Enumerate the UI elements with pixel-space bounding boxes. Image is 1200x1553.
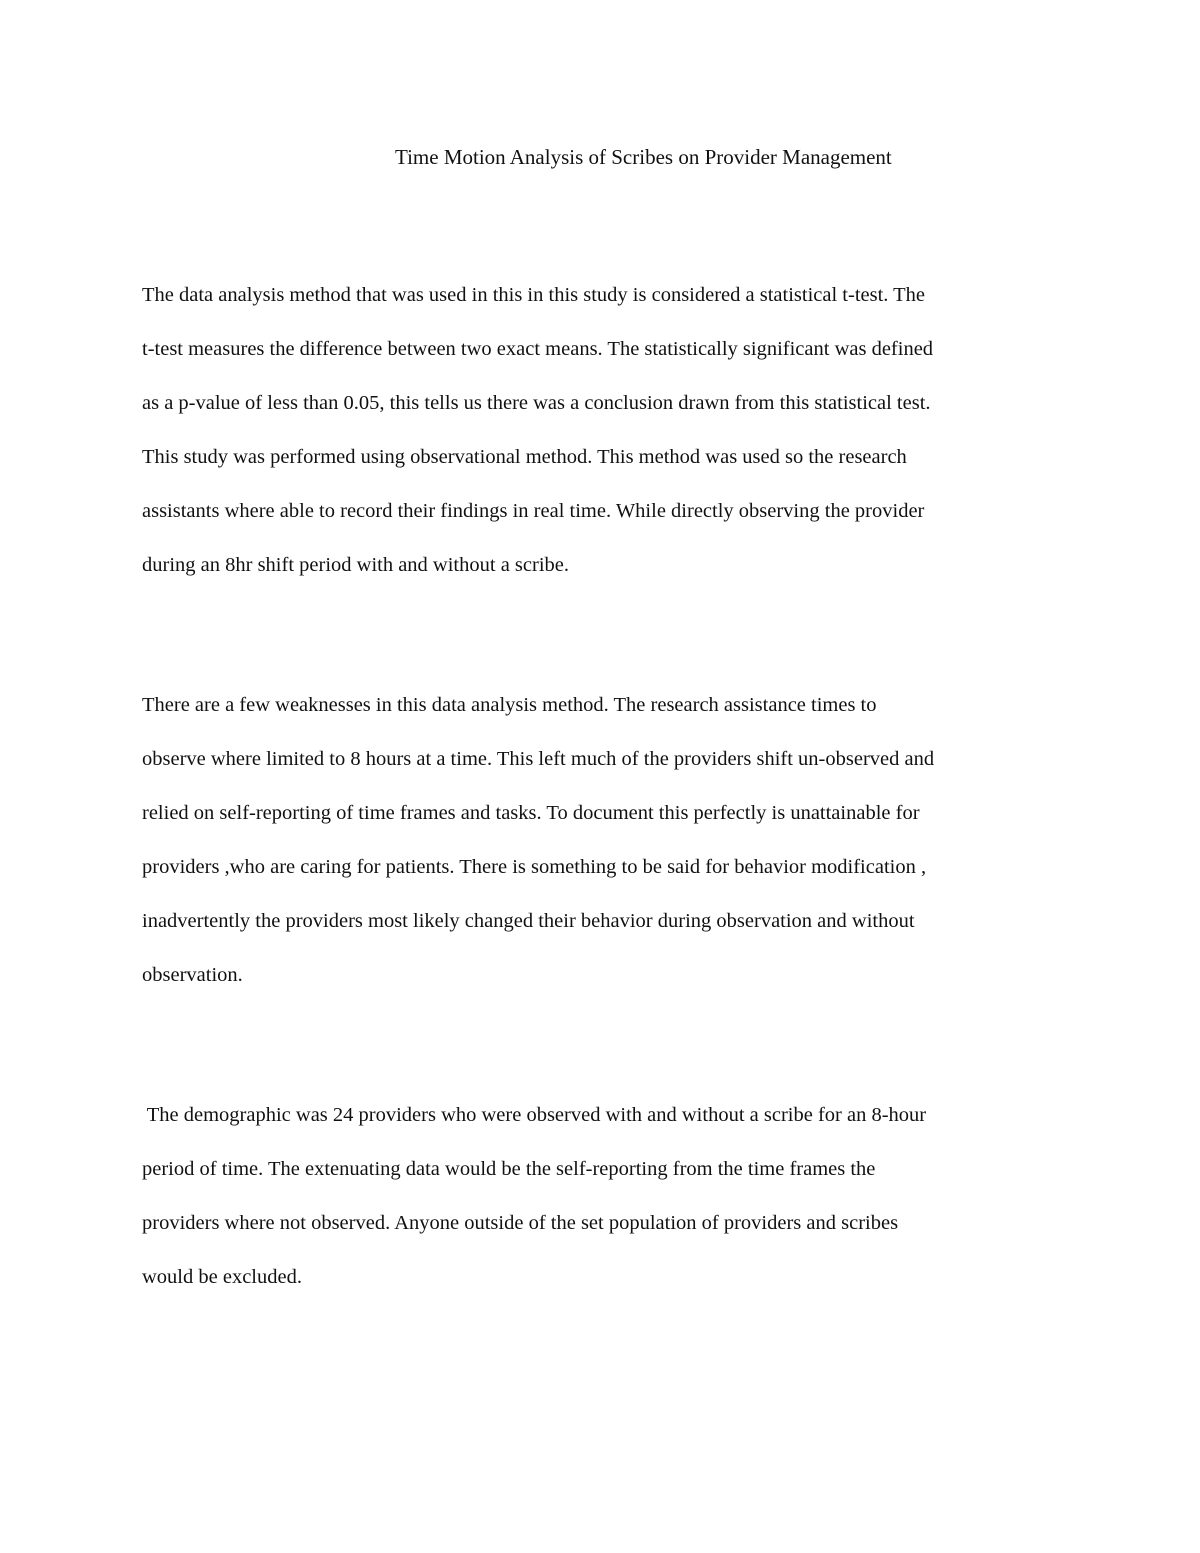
paragraph-line: as a p-value of less than 0.05, this tells us there was a conclusion drawn from this statistical test.	[142, 392, 931, 414]
paragraph-methodology	[142, 268, 933, 592]
paragraph-line: observe where limited to 8 hours at a time. This left much of the providers shift un-observed and	[142, 748, 935, 770]
paragraph-demographic	[142, 1088, 926, 1304]
paragraph-line: period of time. The extenuating data would be the self-reporting from the time frames the	[142, 1158, 876, 1180]
paragraph-line: providers where not observed. Anyone outside of the set population of providers and scribes	[142, 1212, 899, 1234]
paragraph-line: during an 8hr shift period with and without a scribe.	[142, 554, 569, 576]
paragraph-line: would be excluded.	[142, 1266, 302, 1288]
paragraph-line: The demographic was 24 providers who were observed with and without a scribe for an 8-hour	[142, 1104, 927, 1126]
document-title: Time Motion Analysis of Scribes on Provider Management	[395, 145, 892, 169]
paragraph-line: inadvertently the providers most likely changed their behavior during observation and without	[142, 910, 915, 932]
paragraph-line: observation.	[142, 964, 243, 986]
paragraph-line: assistants where able to record their findings in real time. While directly observing the provider	[142, 500, 925, 522]
paragraph-line: t-test measures the difference between two exact means. The statistically significant was defined	[142, 338, 934, 360]
paragraph-line: relied on self-reporting of time frames and tasks. To document this perfectly is unattainable for	[142, 802, 920, 824]
paragraph-line: The data analysis method that was used in this in this study is considered a statistical t-test. The	[142, 284, 926, 306]
paragraph-line: providers ,who are caring for patients. There is something to be said for behavior modification ,	[142, 856, 927, 878]
paragraph-line: This study was performed using observational method. This method was used so the research	[142, 446, 907, 468]
paragraph-line: There are a few weaknesses in this data analysis method. The research assistance times to	[142, 694, 877, 716]
paragraph-weaknesses	[142, 678, 934, 1002]
